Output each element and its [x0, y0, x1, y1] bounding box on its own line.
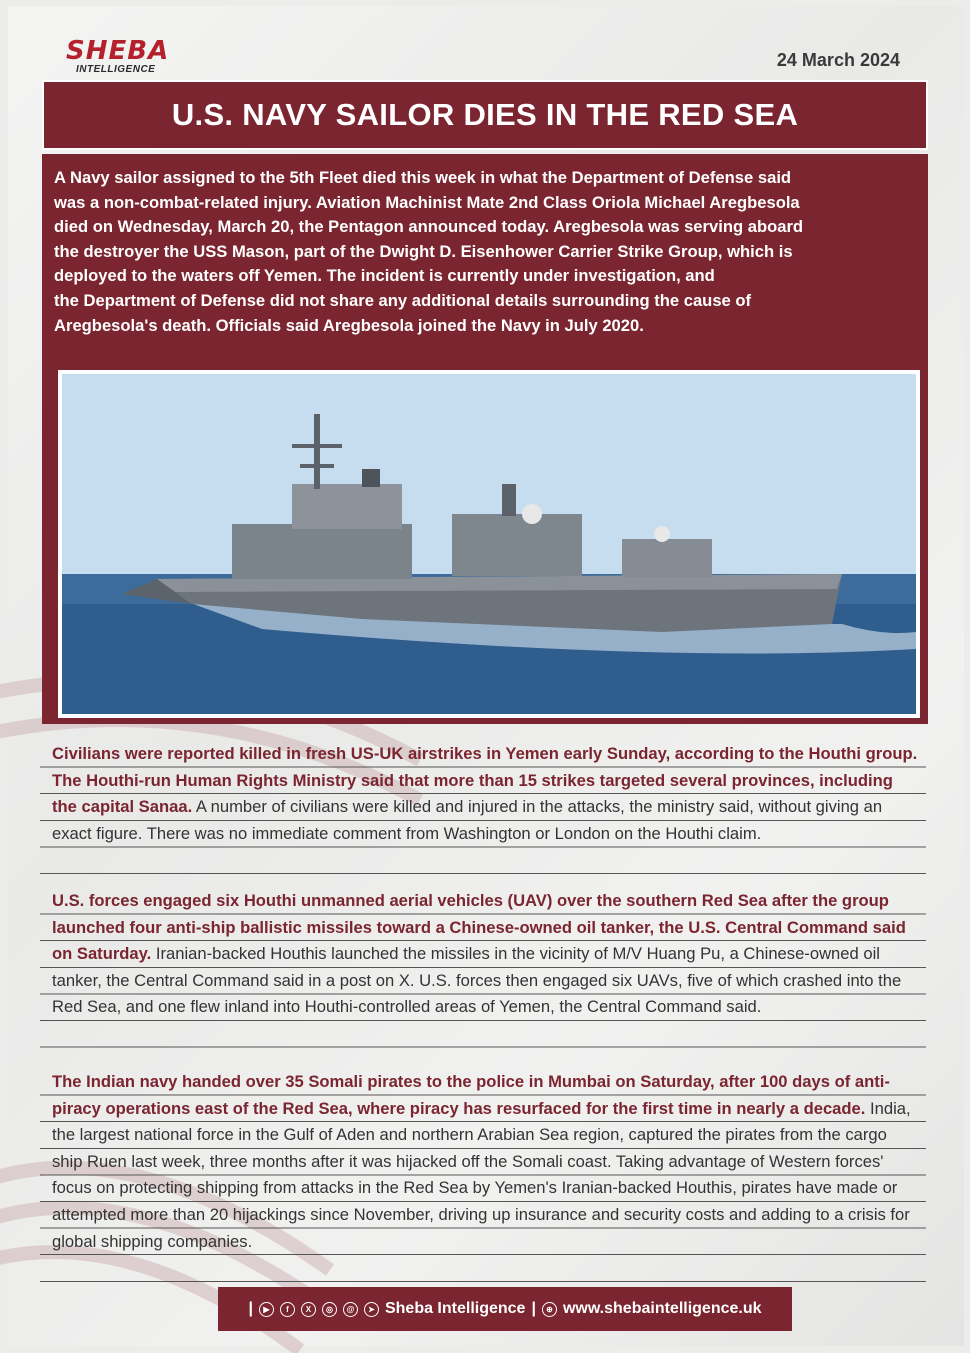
ship-illustration: [62, 374, 916, 714]
story-highlight: Civilians were reported killed in fresh US-UK airstrikes in Yemen early Sunday, according to the Houthi group. The Houthi-run Human Rights Ministry said that more than 15 strikes targeted several provinces, including the capital Sanaa.: [52, 744, 918, 817]
lead-line: the destroyer the USS Mason, part of the Dwight D. Eisenhower Carrier Strike Group, which is: [54, 241, 793, 261]
globe-icon: ⊕: [542, 1302, 557, 1317]
x-icon[interactable]: X: [301, 1302, 316, 1317]
story-body: A number of civilians were killed and injured in the attacks, the ministry said, without giving an exact figure. There was no immediate comment from Washington or London on the Houthi claim.: [52, 797, 883, 843]
destroyer-photo: [58, 370, 920, 718]
news-story-airstrikes: [40, 741, 926, 875]
logo-wordmark: SHEBA: [66, 36, 170, 66]
social-handle[interactable]: Sheba Intelligence: [384, 1300, 526, 1317]
facebook-icon[interactable]: f: [280, 1302, 295, 1317]
instagram-icon[interactable]: ◎: [322, 1302, 337, 1317]
lead-line: died on Wednesday, March 20, the Pentagon announced today. Aregbesola was serving aboard: [54, 217, 804, 237]
footer-bar: [218, 1287, 792, 1331]
lead-story-panel: [42, 154, 928, 724]
story-body: India, the largest national force in the Gulf of Aden and northern Arabian Sea region, captured the pirates from the cargo ship Ruen last week, three months after it was hijacked off the Somali coast. Taking advantage of Western forces' focus on protecting shipping from attacks in the Red Sea by Yemen's Iranian-backed Houthis, pirates have made or attempted more than 20 hijackings since November, driving up insurance and security costs and adding to a crisis for global shipping companies.: [52, 1098, 911, 1251]
lead-line: deployed to the waters off Yemen. The incident is currently under investigation, and: [54, 266, 715, 286]
page-title: U.S. NAVY SAILOR DIES IN THE RED SEA: [42, 80, 928, 150]
sheba-logo: [62, 36, 182, 80]
telegram-icon[interactable]: ➤: [364, 1302, 379, 1317]
story-highlight: The Indian navy handed over 35 Somali pirates to the police in Mumbai on Saturday, after 100 days of anti-piracy operations east of the Red Sea, where piracy has resurfaced for the first time in nearly a decade.: [52, 1072, 890, 1118]
separator: |: [248, 1300, 253, 1317]
lead-line: was a non-combat-related injury. Aviation Machinist Mate 2nd Class Oriola Michael Aregbesola: [54, 192, 800, 212]
publication-date: 24 March 2024: [776, 50, 900, 70]
lead-line: Aregbesola's death. Officials said Aregbesola joined the Navy in July 2020.: [54, 315, 644, 335]
website-link[interactable]: www.shebaintelligence.uk: [562, 1300, 762, 1317]
logo-subtitle: INTELLIGENCE: [76, 64, 156, 75]
youtube-icon[interactable]: ▶: [259, 1302, 274, 1317]
threads-icon[interactable]: @: [343, 1302, 358, 1317]
news-story-pirates: [40, 1069, 926, 1285]
news-story-uav: [40, 888, 926, 1051]
lead-line: A Navy sailor assigned to the 5th Fleet died this week in what the Department of Defense said: [54, 168, 792, 187]
lead-story-text: [54, 166, 906, 338]
story-body: Iranian-backed Houthis launched the missiles in the vicinity of M/V Huang Pu, a Chinese-owned oil tanker, the Central Command said in a post on X. U.S. forces then engaged six UAVs, five of which crashed into the Red Sea, and one flew inland into Houthi-controlled areas of Yemen, the Central Command said.: [52, 944, 902, 1017]
lead-line: the Department of Defense did not share any additional details surrounding the cause of: [54, 290, 752, 310]
story-highlight: U.S. forces engaged six Houthi unmanned aerial vehicles (UAV) over the southern Red Sea after the group launched four anti-ship ballistic missiles toward a Chinese-owned oil tanker, the U.S. Central Command said on Saturday.: [52, 891, 906, 964]
separator: |: [531, 1300, 536, 1317]
